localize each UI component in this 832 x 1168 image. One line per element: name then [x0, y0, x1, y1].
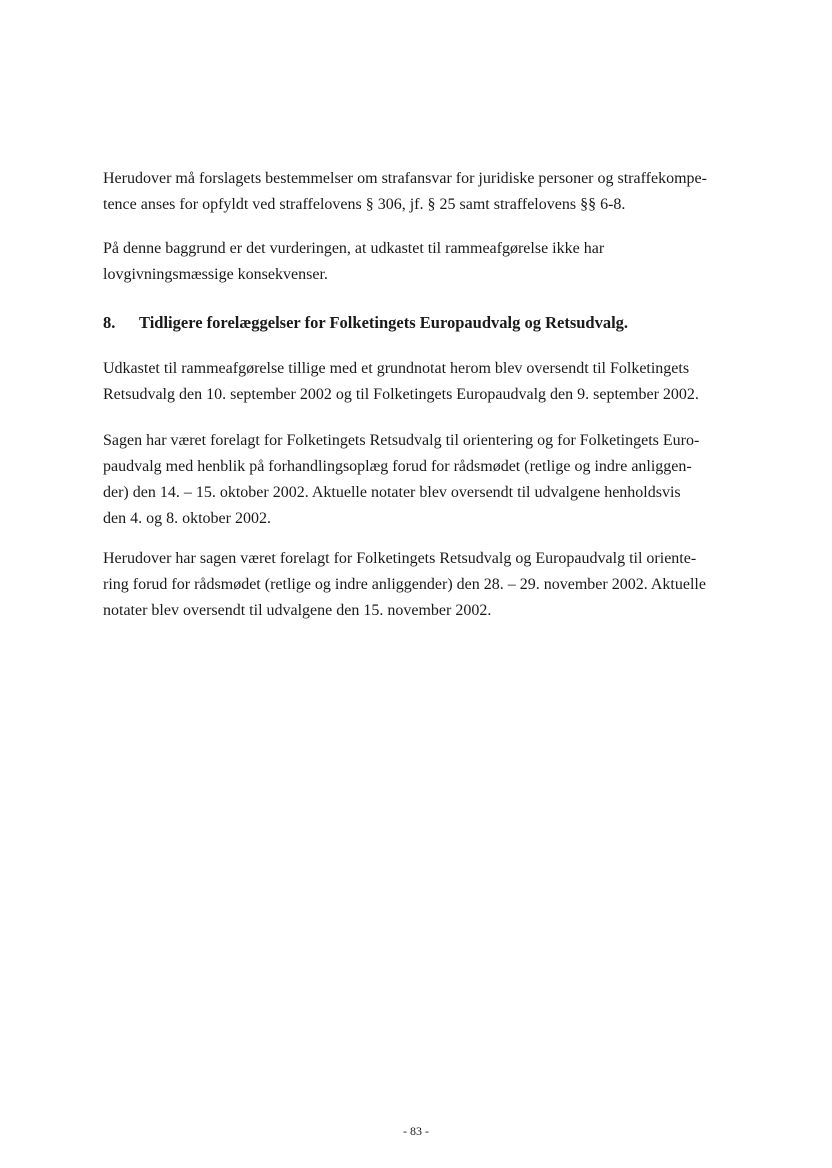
paragraph-line: Sagen har været forelagt for Folketingets Retsudvalg til orientering og for Folketingets Euro- [103, 432, 700, 449]
section-title: Tidligere forelæggelser for Folketingets Europaudvalg og Retsudvalg. [139, 313, 629, 332]
section-heading [103, 310, 743, 336]
paragraph-line: Udkastet til rammeafgørelse tillige med et grundnotat herom blev oversendt til Folketingets [103, 360, 690, 377]
paragraph-conclusion [103, 236, 743, 288]
paragraph-line: Herudover må forslagets bestemmelser om strafansvar for juridiske personer og straffekompe- [103, 170, 707, 187]
paragraph-november-meeting [103, 546, 743, 624]
paragraph-october-meeting [103, 428, 743, 532]
paragraph-grundnotat [103, 356, 743, 408]
paragraph-line: ring forud for rådsmødet (retlige og indre anliggender) den 28. – 29. november 2002. Aktuelle [103, 576, 706, 593]
paragraph-line: notater blev oversendt til udvalgene den 15. november 2002. [103, 602, 492, 619]
paragraph-line: På denne baggrund er det vurderingen, at udkastet til rammeafgørelse ikke har [103, 240, 605, 257]
paragraph-line: den 4. og 8. oktober 2002. [103, 510, 271, 527]
paragraph-line: der) den 14. – 15. oktober 2002. Aktuelle notater blev oversendt til udvalgene henholdsvis [103, 484, 681, 501]
page-number: - 83 - [403, 1124, 429, 1138]
paragraph-line: Herudover har sagen været forelagt for Folketingets Retsudvalg og Europaudvalg til oriente- [103, 550, 697, 567]
paragraph-criminal-liability [103, 166, 743, 218]
paragraph-line: tence anses for opfyldt ved straffelovens § 306, jf. § 25 samt straffelovens §§ 6-8. [103, 196, 626, 213]
paragraph-line: lovgivningsmæssige konsekvenser. [103, 266, 328, 283]
section-number: 8. [103, 313, 116, 332]
paragraph-line: Retsudvalg den 10. september 2002 og til Folketingets Europaudvalg den 9. september 2002. [103, 386, 699, 403]
paragraph-line: paudvalg med henblik på forhandlingsoplæg forud for rådsmødet (retlige og indre anliggen- [103, 458, 692, 475]
